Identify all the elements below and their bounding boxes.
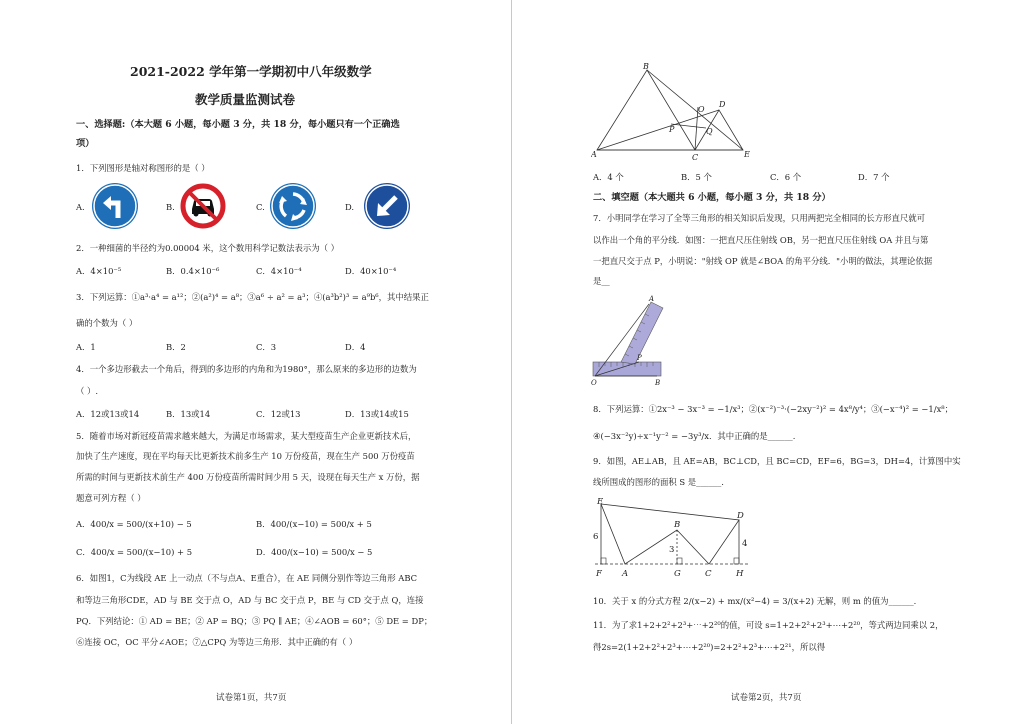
q4-stem: 4．一个多边形截去一个角后，得到的多边形的内角和为1980°，那么原来的多边形的边数为 <box>76 364 417 374</box>
diagonal-arrow-sign-icon <box>364 183 410 229</box>
fig9-length-ef: 6 <box>593 532 599 542</box>
section-1-heading: 一、选择题:（本大题 6 小题，每小题 3 分，共 18 分，每小题只有一个正确选 <box>76 119 400 130</box>
q2-option-a: A．4×10⁻⁵ <box>76 266 122 276</box>
fig1-label-o: O <box>698 105 705 114</box>
q11-stem-2: 得2s=2(1+2+2²+2³+⋯+2²⁰)=2+2²+2³+⋯+2²¹，所以得 <box>593 642 826 652</box>
fig9-label-f: F <box>596 569 602 579</box>
exam-subtitle: 教学质量监测试卷 <box>195 92 296 107</box>
section-2-heading: 二、填空题（本大题共 6 小题，每小题 3 分，共 18 分） <box>593 192 831 203</box>
q10-stem: 10．关于 x 的分式方程 2/(x−2) + mx/(x²−4) = 3/(x+2) 无解，则 m 的值为______. <box>593 596 917 606</box>
q5-option-a: A．400/x = 500/(x+10) − 5 <box>76 519 192 529</box>
q7-stem-2: 以作出一个角的平分线．如图：一把直尺压住射线 OB，另一把直尺压住射线 OA 并且与第 <box>593 235 929 245</box>
fig9-length-bg: 3 <box>669 545 675 555</box>
q4-option-a: A．12或13或14 <box>76 409 140 419</box>
ruler-label-o: O <box>591 379 597 387</box>
q3-option-a: A．1 <box>76 342 96 352</box>
q5-option-c: C．400/x = 500/(x−10) + 5 <box>76 547 193 557</box>
fig9-label-d: D <box>737 511 744 521</box>
q2-option-d: D．40×10⁻⁴ <box>345 266 397 276</box>
q8-stem: 8．下列运算：①2x⁻³ − 3x⁻³ = −1/x³；②(x⁻²)⁻³·(−2xy⁻²)² = 4x⁸/y⁴；③(−x⁻⁴)² = −1/x⁸； <box>593 404 954 414</box>
fig9-label-e: E <box>597 497 604 507</box>
ruler-label-p: P <box>637 354 642 362</box>
q5-stem-3: 所需的时间与更新技术前生产 400 万份疫苗所需时间少用 5 天，设现在每天生产 x 万份，据 <box>76 472 420 482</box>
q6-stem: 6．如图1，C为线段 AE 上一动点（不与点A、E重合），在 AE 同侧分别作等边三角形 ABC <box>76 573 418 583</box>
q5-option-d: D．400/(x−10) = 500/x − 5 <box>256 547 373 557</box>
q1-option-b: B. <box>166 202 175 212</box>
q6-option-d: D．7 个 <box>858 172 890 182</box>
fig1-label-p: P <box>669 125 675 134</box>
fig1-label-q: Q <box>706 127 713 136</box>
fig9-label-g: G <box>674 569 681 579</box>
left-turn-arrow-sign-icon <box>92 183 138 229</box>
exam-page-2 <box>513 0 1024 724</box>
q8-stem-2: ④(−3x⁻²y)÷x⁻¹y⁻² = −3y³/x．其中正确的是______. <box>593 431 796 441</box>
fig9-label-c: C <box>705 569 712 579</box>
q4-option-b: B．13或14 <box>166 409 211 419</box>
fig9-label-a: A <box>622 569 629 579</box>
q2-stem: 2．一种细菌的半径约为0.00004 米，这个数用科学记数法表示为（ ） <box>76 243 340 253</box>
q6-option-a: A．4 个 <box>593 172 624 182</box>
q4-option-c: C．12或13 <box>256 409 301 419</box>
fig1-label-d: D <box>719 100 726 109</box>
q5-stem-2: 加快了生产速度，现在平均每天比更新技术前多生产 10 万份疫苗，现在生产 500 万份疫苗 <box>76 451 415 461</box>
q3-stem: 3．下列运算：①a³·a⁴ = a¹²；②(a²)⁴ = a⁸；③a⁶ ÷ a² = a³；④(a³b²)³ = a⁹b⁶，其中结果正 <box>76 292 429 302</box>
fig9-label-h: H <box>736 569 744 579</box>
q2-option-c: C．4×10⁻⁴ <box>256 266 302 276</box>
q2-option-b: B．0.4×10⁻⁶ <box>166 266 220 276</box>
q6-stem-3: PQ．下列结论：① AD = BE；② AP = BQ；③ PQ ∥ AE；④∠AOB = 60°；⑤ DE = DP； <box>76 616 433 626</box>
q3-option-d: D．4 <box>345 342 366 352</box>
q1-option-d: D. <box>345 202 355 212</box>
fig1-label-a: A <box>591 150 597 159</box>
q9-stem-2: 线所围成的图形的面积 S 是______. <box>593 477 724 487</box>
ruler-label-a: A <box>649 295 655 303</box>
q6-option-b: B．5 个 <box>681 172 712 182</box>
q1-option-c: C. <box>256 202 265 212</box>
q6-stem-4: ⑥连接 OC，OC 平分∠AOE；⑦△CPQ 为等边三角形．其中正确的有（ ） <box>76 637 358 647</box>
q1-stem: 1．下列图形是轴对称图形的是（ ） <box>76 163 210 173</box>
fig9-length-dh: 4 <box>742 539 748 549</box>
q5-option-b: B．400/(x−10) = 500/x + 5 <box>256 519 372 529</box>
q9-figure <box>593 496 753 582</box>
q3-stem-cont: 确的个数为（ ） <box>76 318 138 328</box>
no-cars-sign-icon <box>180 183 226 229</box>
q9-stem: 9．如图，AE⊥AB，且 AE=AB，BC⊥CD，且 BC=CD，EF=6，BG=3，DH=4，计算图中实 <box>593 456 961 466</box>
fig1-label-c: C <box>692 153 699 162</box>
q7-ruler-figure <box>591 292 691 388</box>
q3-option-c: C．3 <box>256 342 277 352</box>
q5-stem: 5．随着市场对新冠疫苗需求越来越大，为满足市场需求，某大型疫苗生产企业更新技术后， <box>76 431 417 441</box>
page-2-footer: 试卷第2页，共7页 <box>731 693 802 703</box>
q11-stem: 11．为了求1+2+2²+2³+⋯+2²⁰的值，可设 s=1+2+2²+2³+⋯+2²⁰，等式两边同乘以 2， <box>593 620 944 630</box>
q1-option-a: A. <box>76 202 85 212</box>
q7-stem-4: 是__ <box>593 276 610 286</box>
ruler-label-b: B <box>655 379 661 387</box>
page-1-footer: 试卷第1页，共7页 <box>216 693 287 703</box>
fig1-label-e: E <box>744 150 750 159</box>
exam-title: 2021-2022 学年第一学期初中八年级数学 <box>130 64 372 79</box>
q7-stem: 7．小明同学在学习了全等三角形的相关知识后发现，只用两把完全相同的长方形直尺就可 <box>593 213 925 223</box>
q3-option-b: B．2 <box>166 342 186 352</box>
q4-option-d: D．13或14或15 <box>345 409 409 419</box>
roundabout-sign-icon <box>270 183 316 229</box>
section-1-heading-cont: 项） <box>76 138 95 149</box>
q6-triangle-figure <box>591 62 761 162</box>
fig9-label-b: B <box>674 520 681 530</box>
q7-stem-3: 一把直尺交于点 P，小明说："射线 OP 就是∠BOA 的角平分线．"小明的做法，其理论依据 <box>593 256 933 266</box>
q6-option-c: C．6 个 <box>770 172 802 182</box>
q6-stem-2: 和等边三角形CDE，AD 与 BE 交于点 O，AD 与 BC 交于点 P，BE 与 CD 交于点 Q，连接 <box>76 595 424 605</box>
q4-stem-cont: （ ）. <box>76 386 99 396</box>
q5-stem-4: 题意可列方程（ ） <box>76 493 146 503</box>
fig1-label-b: B <box>643 62 649 71</box>
